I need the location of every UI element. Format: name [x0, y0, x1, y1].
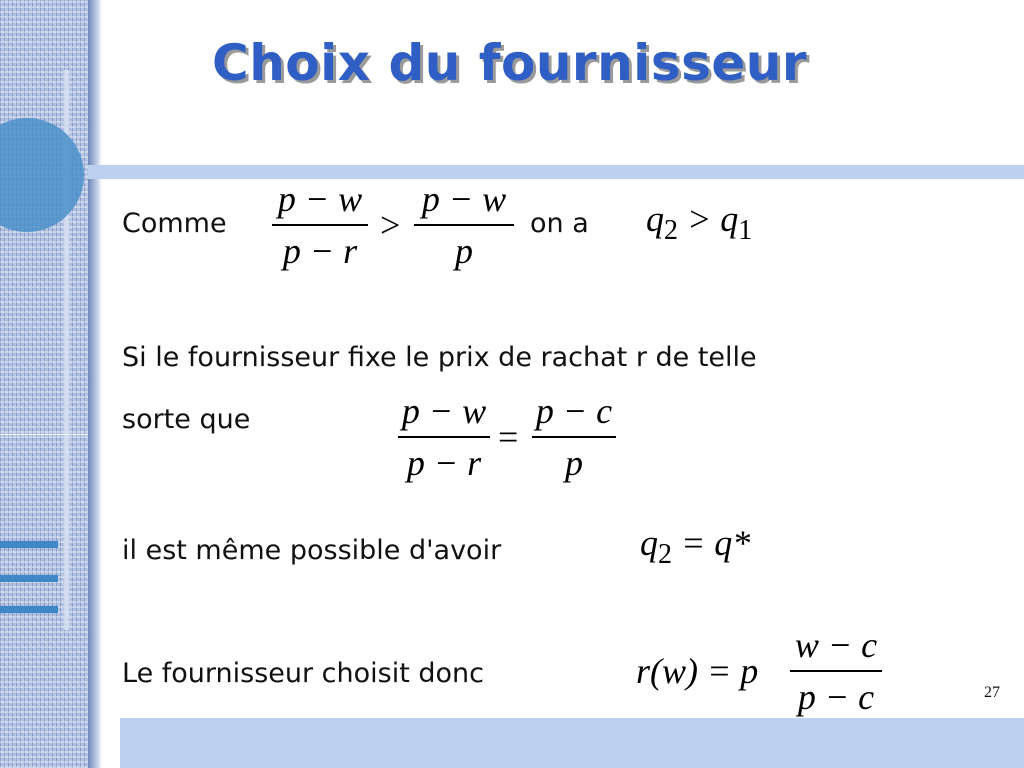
decorative-bar [0, 606, 58, 613]
fraction-numerator: p − w [277, 179, 363, 219]
fraction-left-1 [272, 180, 368, 270]
on-a-label: on a [530, 208, 589, 239]
fraction-numerator: w − c [794, 625, 878, 665]
fraction-w-c-over-p-c [790, 626, 882, 716]
conclusion-text: Le fournisseur choisit donc [122, 658, 485, 689]
title-rule [88, 165, 1024, 179]
equals-operator: = [498, 417, 519, 457]
decorative-bar [0, 575, 58, 582]
fraction-right-2 [532, 392, 616, 482]
bottom-bar [120, 718, 1024, 768]
fraction-bar [272, 224, 368, 226]
decorative-bar [0, 541, 58, 548]
page-number: 27 [984, 684, 1000, 701]
fraction-denominator: p [565, 442, 583, 483]
possibility-text: il est même possible d'avoir [122, 535, 502, 566]
fraction-bar [398, 436, 490, 438]
fraction-right-1 [414, 180, 514, 270]
fraction-denominator: p [455, 230, 473, 271]
fraction-numerator: p − w [421, 179, 507, 219]
fraction-denominator: p − r [282, 230, 358, 271]
fraction-denominator: p − r [406, 442, 482, 483]
equation-r-of-w: r(w) = p [636, 651, 759, 691]
slide-title: Choix du fournisseur [212, 34, 808, 92]
fraction-denominator: p − c [797, 676, 875, 717]
sorte-que-text: sorte que [122, 404, 251, 435]
inequality-q2-gt-q1: $q_2 > q_1$ [646, 199, 753, 246]
comme-label: Comme [122, 208, 227, 239]
fraction-numerator: p − w [401, 391, 487, 431]
fraction-bar [414, 224, 514, 226]
fraction-numerator: p − c [535, 391, 613, 431]
decorative-side-shadow [88, 0, 102, 768]
decorative-divider [0, 434, 88, 435]
greater-than-operator: > [380, 205, 401, 245]
fraction-bar [532, 436, 616, 438]
fraction-left-2 [398, 392, 490, 482]
decorative-side-band [0, 0, 88, 768]
equation-q2-eq-qstar: $q_2 = q*$ [640, 523, 751, 570]
fraction-bar [790, 670, 882, 672]
condition-text: Si le fournisseur fixe le prix de rachat r de telle [122, 342, 757, 373]
